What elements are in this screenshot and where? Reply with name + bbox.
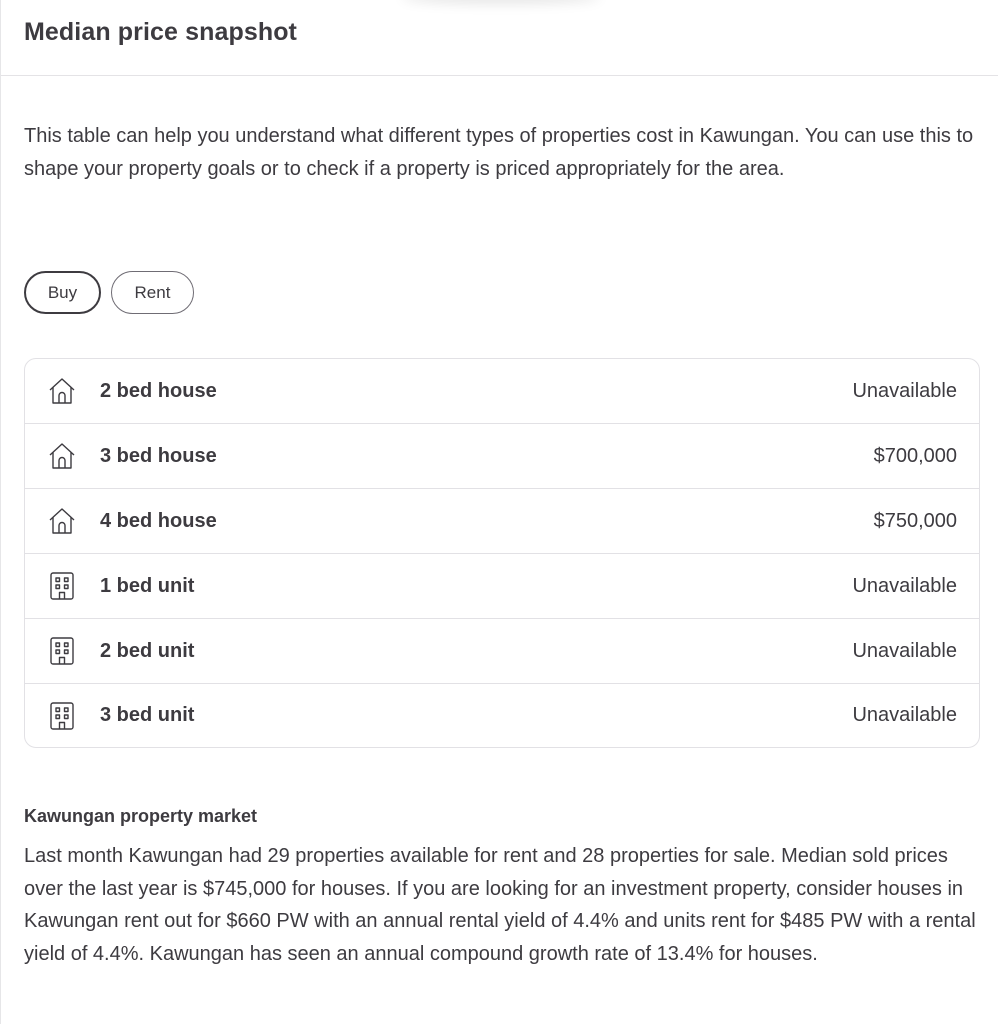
table-row — [25, 489, 979, 554]
table-row — [25, 554, 979, 619]
card-title: Median price snapshot — [24, 18, 297, 46]
row-label: 2 bed unit — [100, 639, 195, 662]
table-row — [25, 424, 979, 489]
building-icon — [47, 701, 77, 731]
row-value: Unavailable — [852, 704, 957, 726]
market-summary-text: Last month Kawungan had 29 properties available for rent and 28 properties for sale. Median sold prices over the last year is $745,000 for houses. If you are looking for an investment property, consider houses in Kawungan rent out for $660 PW with an annual rental yield of 4.4% and units rent for $485 PW with a rental yield of 4.4%. Kawungan has seen an annual compound growth rate of 13.4% for houses. — [24, 845, 976, 965]
intro-text: This table can help you understand what different types of properties cost in Kawungan. You can use this to shape your property goals or to check if a property is priced appropriately for the area. — [24, 125, 974, 180]
house-icon — [47, 376, 77, 406]
buy-rent-toggle — [24, 271, 194, 314]
table-row — [25, 684, 979, 747]
row-label: 3 bed house — [100, 444, 217, 467]
row-label: 4 bed house — [100, 509, 217, 532]
header-divider — [1, 75, 998, 76]
table-row — [25, 619, 979, 684]
row-value: $700,000 — [873, 444, 957, 467]
house-icon — [47, 441, 77, 471]
row-value: Unavailable — [852, 379, 957, 402]
row-label: 3 bed unit — [100, 704, 195, 726]
building-icon — [47, 636, 77, 666]
buy-toggle-button[interactable]: Buy — [24, 271, 101, 314]
table-row — [25, 359, 979, 424]
row-label: 2 bed house — [100, 379, 217, 402]
house-icon — [47, 506, 77, 536]
price-table — [24, 358, 980, 748]
market-section-title: Kawungan property market — [24, 806, 258, 826]
row-value: Unavailable — [852, 639, 957, 662]
rent-toggle-button[interactable]: Rent — [111, 271, 194, 314]
row-value: Unavailable — [852, 574, 957, 597]
row-label: 1 bed unit — [100, 574, 195, 597]
building-icon — [47, 571, 77, 601]
row-value: $750,000 — [873, 509, 957, 532]
